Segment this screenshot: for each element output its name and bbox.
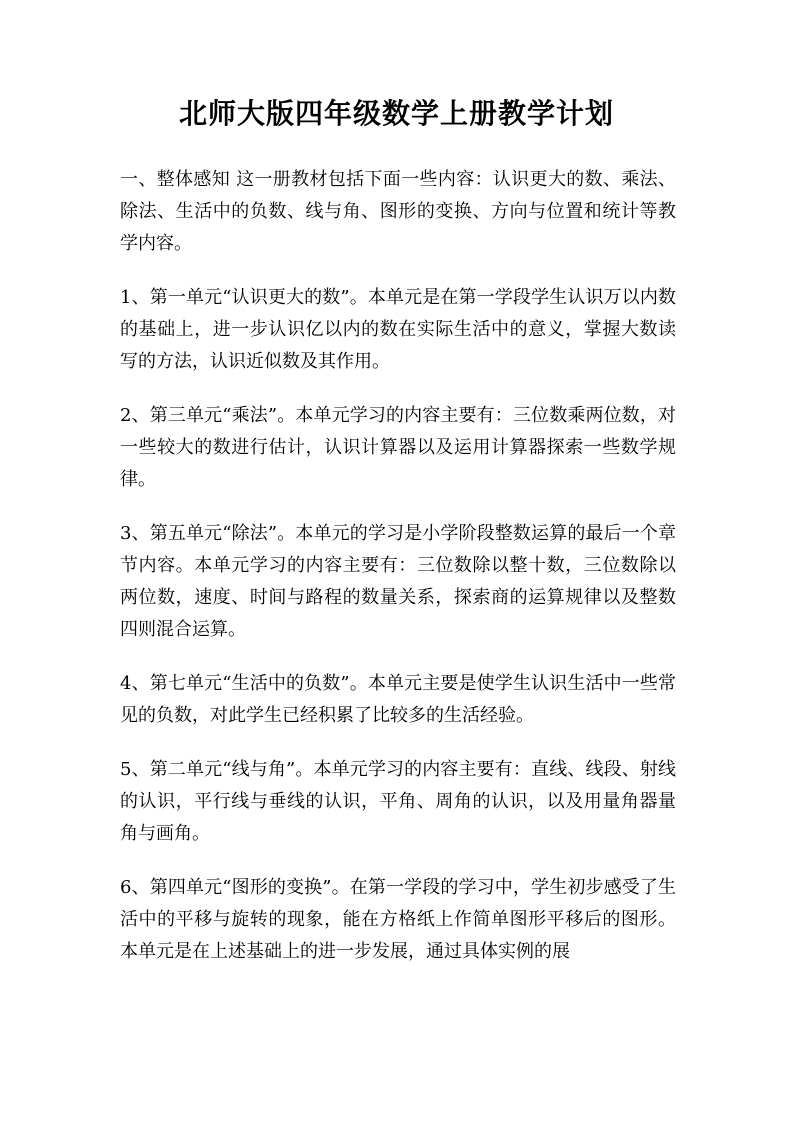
document-title: 北师大版四年级数学上册教学计划 bbox=[178, 97, 614, 130]
paragraph-unit-7: 4、第七单元“生活中的负数”。本单元主要是使学生认识生活中一些常见的负数，对此学生已经积累了比较多的生活经验。 bbox=[120, 673, 676, 726]
paragraph-overview: 一、整体感知 这一册教材包括下面一些内容：认识更大的数、乘法、除法、生活中的负数、线与角、图形的变换、方向与位置和统计等教学内容。 bbox=[120, 169, 676, 254]
document-body bbox=[120, 164, 676, 968]
paragraph-unit-4: 6、第四单元“图形的变换”。在第一学段的学习中，学生初步感受了生活中的平移与旋转的现象，能在方格纸上作简单图形平移后的图形。本单元是在上述基础上的进一步发展，通过具体实例的展 bbox=[120, 877, 676, 962]
paragraph-unit-2: 5、第二单元“线与角”。本单元学习的内容主要有：直线、线段、射线的认识，平行线与垂线的认识，平角、周角的认识，以及用量角器量角与画角。 bbox=[120, 759, 676, 844]
paragraph-unit-3: 2、第三单元“乘法”。本单元学习的内容主要有：三位数乘两位数，对一些较大的数进行估计，认识计算器以及运用计算器探索一些数学规律。 bbox=[120, 405, 676, 490]
paragraph-unit-1: 1、第一单元“认识更大的数”。本单元是在第一学段学生认识万以内数的基础上，进一步认识亿以内的数在实际生活中的意义，掌握大数读写的方法，认识近似数及其作用。 bbox=[120, 287, 676, 372]
paragraph-unit-5: 3、第五单元“除法”。本单元的学习是小学阶段整数运算的最后一个章节内容。本单元学习的内容主要有：三位数除以整十数，三位数除以两位数，速度、时间与路程的数量关系，探索商的运算规律以及整数四则混合运算。 bbox=[120, 523, 676, 640]
